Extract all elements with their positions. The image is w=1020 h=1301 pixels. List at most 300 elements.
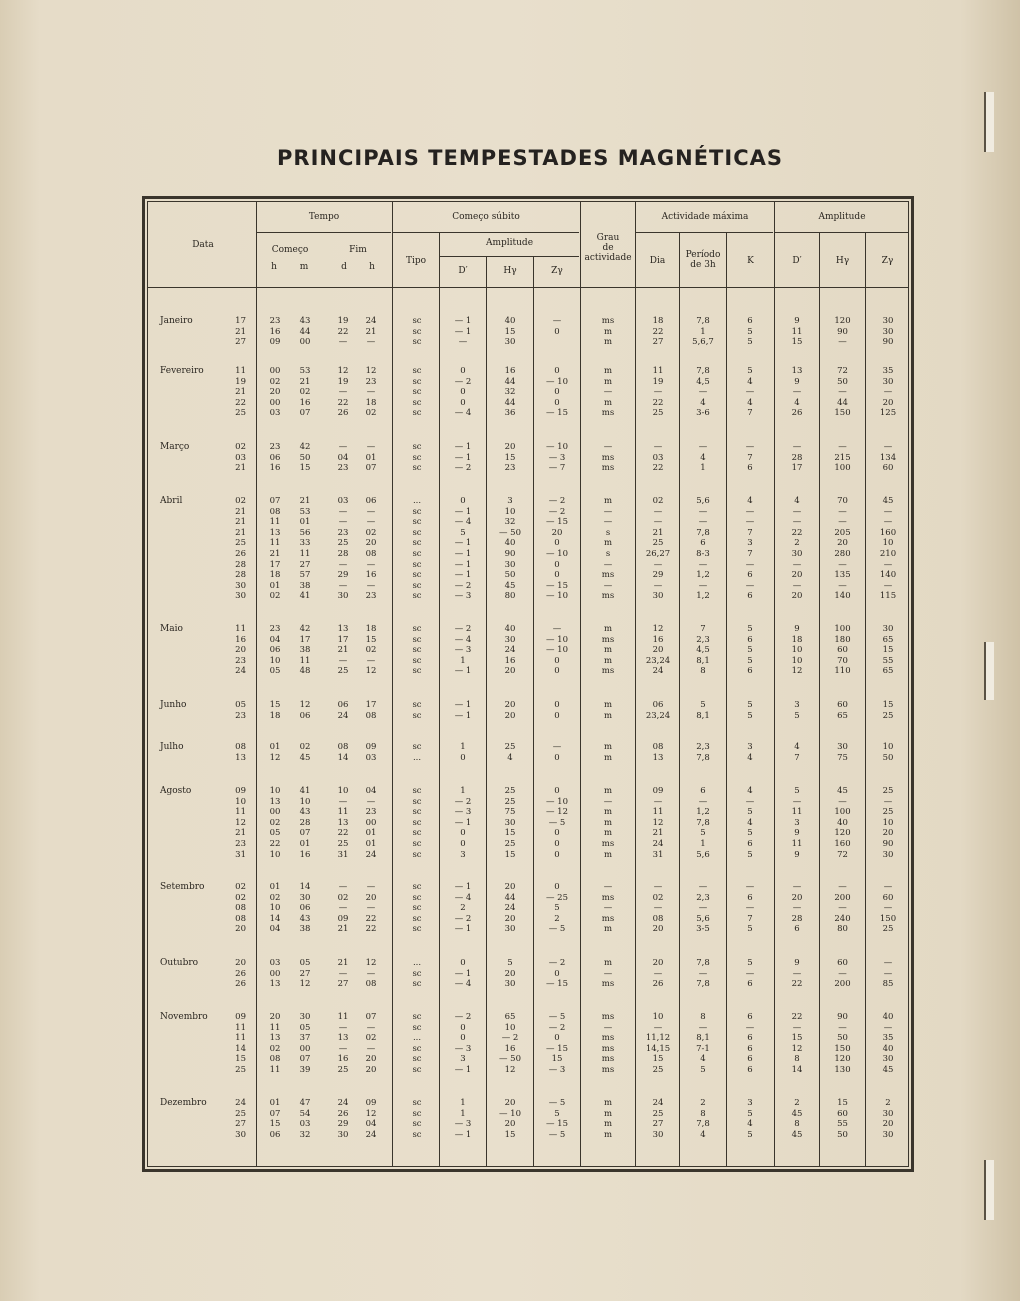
table-cell: 17 (235, 316, 246, 326)
table-cell: ms (601, 1012, 615, 1022)
table-cell: s (605, 527, 611, 538)
table-row (0, 463, 1020, 473)
table-cell: — (745, 882, 755, 892)
table-cell: 10 (235, 796, 246, 807)
table-cell: 11 (235, 624, 246, 634)
table-cell: 20 (235, 924, 246, 935)
table-cell: 10 (882, 538, 894, 549)
table-cell: 15 (504, 1129, 516, 1140)
table-cell: — 10 (545, 442, 569, 452)
table-cell: 45 (791, 1129, 803, 1140)
table-cell: — (745, 968, 755, 979)
table-cell: — (698, 517, 708, 528)
table-cell: 20 (365, 892, 377, 903)
table-cell: 31 (337, 849, 349, 860)
table-cell: 38 (299, 924, 311, 935)
table-cell: 20 (504, 442, 516, 452)
table-cell: 10 (504, 1022, 516, 1033)
table-cell: — (745, 559, 755, 570)
table-cell: 20 (365, 538, 377, 549)
table-cell: 210 (879, 549, 897, 559)
table-cell: sc (412, 817, 422, 828)
table-row (0, 1130, 1020, 1140)
table-cell: sc (412, 655, 422, 666)
table-cell: 5 (747, 366, 753, 376)
table-cell: — (792, 882, 802, 892)
table-cell: 4 (747, 1119, 753, 1130)
table-cell: 22 (337, 326, 349, 337)
table-cell: — 1 (454, 326, 472, 337)
table-cell: — 1 (454, 924, 472, 935)
table-cell: 10 (504, 506, 516, 517)
table-cell: — 3 (454, 1119, 472, 1130)
table-cell: 150 (834, 1043, 851, 1054)
table-cell: 4 (700, 397, 706, 408)
table-row (0, 753, 1020, 763)
table-cell: 0 (554, 968, 560, 979)
table-cell: 13 (269, 979, 281, 990)
table-cell: 05 (269, 666, 281, 677)
table-cell: 14 (299, 882, 311, 892)
table-cell: — 50 (498, 1054, 522, 1065)
table-cell: 32 (504, 517, 516, 528)
table-cell: — 1 (454, 442, 472, 452)
table-cell: 65 (882, 634, 894, 645)
table-cell: 12 (365, 366, 377, 376)
table-cell: 43 (299, 807, 311, 818)
table-cell: — 15 (545, 580, 569, 591)
table-cell: — 5 (548, 1129, 566, 1140)
table-cell: 27 (299, 968, 311, 979)
table-cell: 0 (554, 387, 560, 398)
table-cell: ms (601, 452, 615, 463)
table-cell: 20 (269, 387, 281, 398)
table-cell: ms (601, 591, 615, 602)
header-h-gamma: Hγ (503, 266, 517, 276)
table-cell: 04 (269, 634, 281, 645)
table-cell: — 2 (454, 580, 472, 591)
table-cell: 39 (299, 1065, 311, 1075)
table-cell: 6 (747, 1043, 753, 1054)
header-k: K (747, 256, 754, 266)
table-cell: 27 (299, 559, 311, 570)
table-cell: 20 (504, 1098, 516, 1108)
table-cell: 26 (337, 1108, 349, 1119)
table-cell: 30 (791, 549, 803, 559)
table-cell: 01 (269, 1098, 281, 1108)
table-cell: — (552, 316, 562, 326)
table-cell: 25 (235, 1065, 246, 1075)
table-cell: 30 (882, 1054, 894, 1065)
table-cell: sc (412, 397, 422, 408)
table-cell: 25 (235, 538, 246, 549)
table-cell: — (366, 337, 376, 348)
table-cell: — (338, 517, 348, 528)
table-cell: 15 (504, 849, 516, 860)
table-cell: 20 (504, 666, 516, 677)
month-label: Maio (160, 624, 183, 634)
table-cell: 200 (834, 979, 851, 990)
table-cell: 215 (834, 452, 851, 463)
table-cell: 9 (794, 316, 800, 326)
table-cell: 50 (299, 452, 311, 463)
table-cell: 02 (269, 892, 281, 903)
table-cell: — 1 (454, 452, 472, 463)
table-cell: 16 (652, 634, 664, 645)
header-grau-3: actividade (584, 253, 632, 263)
table-cell: — 10 (545, 645, 569, 656)
table-cell: 29 (652, 570, 664, 581)
table-cell: 16 (504, 655, 516, 666)
table-row (0, 517, 1020, 527)
table-cell: — (653, 442, 663, 452)
table-cell: 03 (269, 958, 281, 968)
table-cell: 55 (837, 1119, 848, 1130)
table-cell: 5 (794, 786, 800, 796)
table-cell: 21 (235, 517, 246, 528)
table-cell: — (838, 506, 847, 517)
table-cell: sc (412, 376, 422, 387)
table-cell: 60 (882, 892, 894, 903)
table-cell: 20 (504, 882, 516, 892)
table-cell: 00 (269, 968, 281, 979)
tempo-rule (257, 232, 391, 233)
table-cell: 13 (235, 752, 246, 763)
table-cell: 21 (235, 527, 246, 538)
table-cell: 24 (504, 645, 516, 656)
table-cell: — (792, 903, 802, 914)
table-cell: 44 (504, 397, 516, 408)
table-cell: 21 (337, 645, 349, 656)
table-cell: m (603, 366, 613, 376)
table-cell: — 1 (454, 817, 472, 828)
table-cell: 15 (299, 463, 311, 474)
table-cell: sc (412, 892, 422, 903)
table-cell: 28 (235, 570, 246, 581)
table-cell: 5 (700, 828, 706, 839)
table-cell: — 50 (498, 527, 522, 538)
table-cell: 28 (337, 549, 349, 559)
table-cell: 60 (837, 958, 848, 968)
table-cell: 43 (299, 316, 311, 326)
table-cell: 35 (882, 366, 894, 376)
table-cell: 20 (551, 527, 563, 538)
table-cell: 75 (837, 752, 848, 763)
table-cell: 02 (365, 1033, 377, 1044)
table-row (0, 377, 1020, 387)
table-cell: 26,27 (645, 549, 671, 559)
table-cell: 240 (834, 913, 851, 924)
table-row (0, 656, 1020, 666)
table-cell: 0 (554, 710, 560, 721)
table-row (0, 327, 1020, 337)
table-cell: 25 (235, 408, 246, 419)
table-cell: 32 (504, 387, 516, 398)
table-cell: 7,8 (696, 752, 710, 763)
table-cell: 9 (794, 828, 800, 839)
table-cell: — (366, 517, 376, 528)
table-cell: 6 (747, 591, 753, 602)
table-cell: 20 (791, 892, 803, 903)
table-row (0, 635, 1020, 645)
table-cell: — 3 (454, 807, 472, 818)
table-cell: sc (412, 517, 422, 528)
table-row (0, 570, 1020, 580)
table-cell: 14 (269, 913, 281, 924)
table-cell: 38 (299, 645, 311, 656)
table-cell: sc (412, 452, 422, 463)
table-cell: 6 (747, 1065, 753, 1075)
table-cell: 02 (299, 387, 311, 398)
table-cell: 6 (747, 979, 753, 990)
table-cell: — (792, 796, 802, 807)
table-cell: 25 (882, 924, 894, 935)
table-cell: — (698, 903, 708, 914)
table-cell: 22 (269, 839, 281, 849)
table-cell: — (838, 580, 847, 591)
table-cell: 115 (879, 591, 897, 602)
table-row (0, 924, 1020, 934)
table-cell: 02 (269, 591, 281, 602)
table-cell: 8 (700, 666, 706, 677)
table-cell: 10 (882, 742, 894, 752)
table-cell: 5 (554, 1108, 560, 1119)
table-cell: 24 (365, 849, 377, 860)
table-cell: ms (601, 1054, 615, 1065)
table-row (0, 496, 1020, 506)
table-row (0, 624, 1020, 634)
table-cell: 22 (235, 397, 246, 408)
table-cell: 12 (235, 817, 246, 828)
table-cell: 7,8 (696, 366, 710, 376)
table-cell: — 4 (454, 517, 472, 528)
table-cell: sc (412, 924, 422, 935)
table-cell: 21 (652, 828, 664, 839)
table-cell: 17 (791, 463, 803, 474)
table-cell: 5 (794, 710, 800, 721)
table-cell: 90 (882, 839, 894, 849)
table-cell: 45 (299, 752, 311, 763)
table-cell: 07 (365, 1012, 377, 1022)
table-row (0, 711, 1020, 721)
table-cell: 6 (747, 316, 753, 326)
table-cell: 04 (365, 786, 377, 796)
month-label: Julho (160, 742, 184, 752)
table-cell: — (366, 968, 376, 979)
table-cell: 30 (882, 849, 894, 860)
table-cell: — (698, 387, 708, 398)
table-cell: 6 (747, 892, 753, 903)
table-cell: — (698, 580, 708, 591)
table-cell: — (792, 506, 802, 517)
comeco-subito-rule (393, 232, 579, 233)
table-cell: 30 (652, 1129, 664, 1140)
table-cell: 90 (837, 1012, 848, 1022)
table-cell: 21 (337, 924, 349, 935)
month-label: Novembro (160, 1012, 208, 1022)
table-cell: 0 (554, 559, 560, 570)
table-cell: 10 (791, 645, 803, 656)
table-cell: sc (412, 796, 422, 807)
table-cell: 70 (837, 655, 848, 666)
table-cell: 16 (269, 463, 281, 474)
table-cell: 12 (791, 666, 803, 677)
table-cell: — (745, 517, 755, 528)
table-cell: 44 (837, 397, 848, 408)
table-cell: 7 (747, 527, 753, 538)
table-cell: 00 (365, 817, 377, 828)
table-cell: 02 (269, 817, 281, 828)
table-cell: 02 (235, 496, 246, 506)
table-cell: 3 (507, 496, 513, 506)
table-cell: 0 (554, 666, 560, 677)
table-cell: 0 (554, 1033, 560, 1044)
table-cell: 30 (504, 924, 516, 935)
table-cell: 13 (337, 624, 349, 634)
table-cell: — 10 (545, 591, 569, 602)
table-row (0, 453, 1020, 463)
table-cell: 4 (747, 752, 753, 763)
table-cell: — (338, 882, 348, 892)
table-cell: m (603, 807, 613, 818)
table-cell: m (603, 1098, 613, 1108)
table-cell: — (838, 442, 847, 452)
table-row (0, 528, 1020, 538)
table-cell: 6 (747, 634, 753, 645)
table-cell: — 15 (545, 517, 569, 528)
table-cell: — 1 (454, 710, 472, 721)
table-cell: — (366, 1022, 376, 1033)
table-row (0, 591, 1020, 601)
header-data: Data (192, 240, 214, 250)
table-cell: — (838, 1022, 847, 1033)
table-cell: 23,24 (645, 655, 671, 666)
month-label: Setembro (160, 882, 205, 892)
table-cell: — 1 (454, 559, 472, 570)
table-cell: 37 (299, 1033, 311, 1044)
table-cell: 11 (791, 326, 803, 337)
table-cell: 4 (507, 752, 513, 763)
table-cell: 15 (269, 700, 281, 710)
table-cell: — 5 (548, 817, 566, 828)
table-cell: — (366, 559, 376, 570)
table-cell: 5,6 (696, 913, 710, 924)
table-cell: 07 (299, 408, 311, 419)
table-cell: 5 (747, 849, 753, 860)
table-cell: — 4 (454, 408, 472, 419)
table-cell: 25 (882, 807, 894, 818)
table-cell: — 2 (454, 624, 472, 634)
table-cell: sc (412, 634, 422, 645)
table-cell: sc (412, 968, 422, 979)
table-cell: 11 (235, 366, 246, 376)
table-cell: 20 (882, 828, 894, 839)
table-cell: 30 (337, 591, 349, 602)
table-cell: 11 (299, 549, 311, 559)
table-row (0, 893, 1020, 903)
table-cell: 1 (460, 655, 466, 666)
table-cell: 05 (299, 1022, 311, 1033)
table-cell: 7,8 (696, 979, 710, 990)
table-cell: 11 (235, 1022, 246, 1033)
table-cell: 23 (504, 463, 516, 474)
table-cell: 8,1 (696, 1033, 710, 1044)
table-cell: 180 (834, 634, 851, 645)
table-cell: 19 (235, 376, 246, 387)
table-cell: 18 (365, 624, 377, 634)
table-cell: 20 (882, 1119, 894, 1130)
table-cell: 24 (504, 903, 516, 914)
table-cell: 1 (460, 786, 466, 796)
table-cell: m (603, 924, 613, 935)
header-amplitude: Amplitude (818, 212, 866, 222)
table-cell: 09 (235, 786, 246, 796)
table-cell: 13 (652, 752, 664, 763)
table-cell: — 4 (454, 634, 472, 645)
table-cell: 0 (554, 570, 560, 581)
table-cell: 11 (652, 366, 664, 376)
table-cell: 110 (834, 666, 851, 677)
table-cell: 45 (837, 786, 848, 796)
table-row (0, 807, 1020, 817)
table-cell: 21 (235, 387, 246, 398)
table-cell: — (338, 387, 348, 398)
table-cell: — (366, 1043, 376, 1054)
table-cell: 0 (460, 752, 466, 763)
table-cell: — 1 (454, 968, 472, 979)
table-cell: 5 (747, 710, 753, 721)
table-cell: 60 (837, 700, 848, 710)
table-cell: — (338, 559, 348, 570)
header-h2: h (369, 262, 375, 272)
table-cell: 30 (504, 634, 516, 645)
table-cell: 20 (882, 397, 894, 408)
table-cell: 09 (365, 742, 377, 752)
table-cell: 2 (460, 903, 466, 914)
table-cell: 30 (882, 316, 894, 326)
table-cell: 02 (337, 892, 349, 903)
table-cell: m (603, 624, 613, 634)
table-cell: — 1 (454, 570, 472, 581)
table-cell: — (366, 796, 376, 807)
table-cell: 30 (837, 742, 848, 752)
table-cell: — 5 (548, 924, 566, 935)
table-cell: 12 (652, 624, 664, 634)
table-cell: — 2 (454, 1012, 472, 1022)
table-cell: — (745, 796, 755, 807)
table-cell: — (792, 580, 802, 591)
table-cell: 28 (299, 817, 311, 828)
table-cell: 2 (794, 538, 800, 549)
table-cell: 20 (504, 1119, 516, 1130)
table-cell: 30 (299, 892, 311, 903)
table-cell: sc (412, 807, 422, 818)
table-cell: — 2 (454, 913, 472, 924)
table-cell: m (603, 376, 613, 387)
table-cell: 24 (337, 710, 349, 721)
table-cell: — 1 (454, 549, 472, 559)
table-cell: 22 (791, 1012, 803, 1022)
table-cell: 08 (235, 742, 246, 752)
table-cell: 15 (235, 1054, 246, 1065)
table-cell: sc (412, 903, 422, 914)
table-cell: 44 (504, 376, 516, 387)
table-cell: 10 (791, 655, 803, 666)
table-cell: 90 (504, 549, 516, 559)
table-cell: sc (412, 559, 422, 570)
table-row (0, 1033, 1020, 1043)
table-cell: — (745, 1022, 755, 1033)
